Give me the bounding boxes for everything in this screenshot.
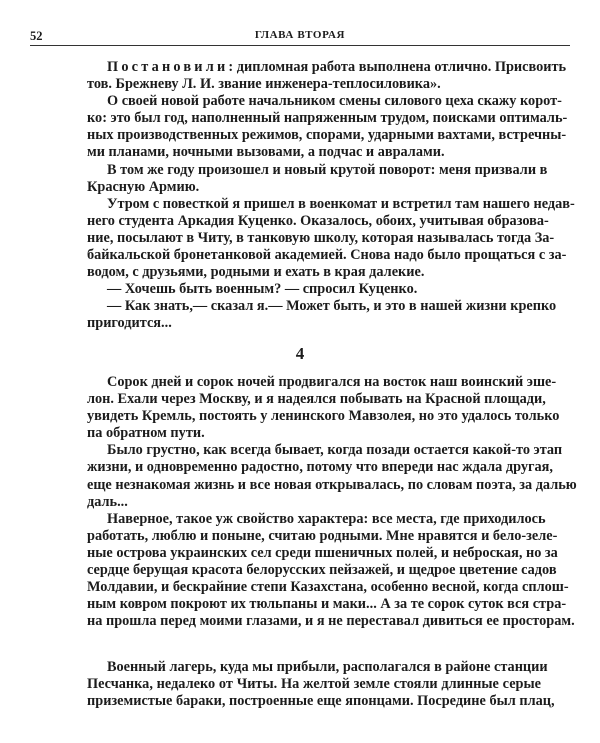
text-line: ко: это был год, наполненный напряженным трудом, поисками оптималь-	[87, 110, 568, 127]
text-block-camp	[87, 659, 555, 710]
text-line: водом, с друзьями, родными и ехать в края далекие.	[87, 264, 425, 281]
text-line: — Как знать,— сказал я.— Может быть, и это в нашей жизни крепко	[107, 298, 557, 315]
text-line: Сорок дней и сорок ночей продвигался на восток наш воинский эше-	[107, 374, 557, 390]
section-number: 4	[295, 344, 305, 363]
text-line: тов. Брежневу Л. И. звание инженера-теплосиловика».	[87, 76, 441, 93]
text-block-section-4	[87, 374, 577, 630]
text-line: Красную Армию.	[87, 178, 200, 195]
paragraph	[87, 161, 548, 196]
paragraph	[87, 659, 555, 710]
paragraph	[87, 298, 557, 332]
text-line: Утром с повесткой я пришел в военкомат и встретил там нашего недав-	[107, 195, 575, 212]
paragraph	[87, 93, 568, 161]
text-line: работать, люблю и поныне, считаю родными. Мне нравятся и бело-зеле-	[87, 527, 558, 544]
text-line: сердце берущая красота белорусских пейзажей, и щедрое цветение садов	[87, 562, 557, 579]
spaced-emphasis: Постановили	[107, 59, 229, 75]
text-line: ми планами, ночными вызовами, а подчас и авралами.	[87, 144, 445, 161]
text-line: па обратном пути.	[87, 425, 205, 442]
paragraph	[87, 195, 575, 281]
paragraph	[87, 510, 575, 631]
text-line: приземистые бараки, построенные еще японцами. Посредине был плац,	[87, 693, 555, 710]
paragraph	[87, 442, 577, 510]
text-line: байкальской бронетанковой академией. Снова надо было прощаться с за-	[87, 247, 567, 264]
text-line: ние, посылают в Читу, в танковую школу, которая называлась тогда За-	[87, 229, 555, 246]
text-line: Постановили: дипломная работа выполнена отлично. Присвоить	[107, 59, 567, 75]
paragraph	[87, 59, 567, 93]
text-line: Песчанка, недалеко от Читы. На желтой земле стояли длинные серые	[87, 676, 541, 693]
text-line: Было грустно, как всегда бывает, когда позади остается какой-то этап	[107, 442, 563, 459]
text-line: — Хочешь быть военным? — спросил Куценко.	[107, 281, 418, 298]
page-number: 52	[30, 29, 43, 43]
header-rule	[30, 45, 570, 46]
text-line: Молдавии, и бескрайние степи Казахстана, особенно весной, когда сплош-	[87, 579, 569, 596]
text-block-chapter-end	[87, 59, 575, 333]
text-line: О своей новой работе начальником смены силового цеха скажу корот-	[107, 93, 562, 110]
text-line: лон. Ехали через Москву, и я надеялся побывать на Красной площади,	[87, 391, 546, 408]
text-line: еще незнакомая жизнь и все новая открывалась, по словам поэта, за далью	[87, 476, 577, 493]
text-line: ные острова украинских сел среди пшеничных полей, и неброская, но за	[87, 544, 558, 561]
text-line: жизни, и одновременно радостно, потому что впереди нас ждала другая,	[87, 459, 553, 476]
text-line: увидеть Кремль, постоять у ленинского Мавзолея, но это удалось только	[87, 408, 560, 425]
text-line: Наверное, такое уж свойство характера: все места, где приходилось	[107, 510, 546, 527]
text-line: В том же году произошел и новый крутой поворот: меня призвали в	[107, 161, 548, 178]
text-line: на прошла перед моими глазами, и я не переставал дивиться ее просторам.	[87, 613, 575, 630]
text-line: даль...	[87, 493, 128, 510]
text-line: ным ковром покроют их тюльпаны и маки... А за те сорок суток вся стра-	[87, 596, 567, 613]
running-title: ГЛАВА ВТОРАЯ	[254, 29, 346, 41]
paragraph	[87, 281, 541, 298]
text-line: ных производственных режимов, спорами, ударными вахтами, встречны-	[87, 127, 567, 144]
paragraph	[87, 374, 560, 442]
text-line: него студента Аркадия Куценко. Оказалось, обоих, учитывая образова-	[87, 212, 549, 229]
text-line: Военный лагерь, куда мы прибыли, располагался в районе станции	[107, 659, 548, 675]
text-line: пригодится...	[87, 315, 172, 332]
